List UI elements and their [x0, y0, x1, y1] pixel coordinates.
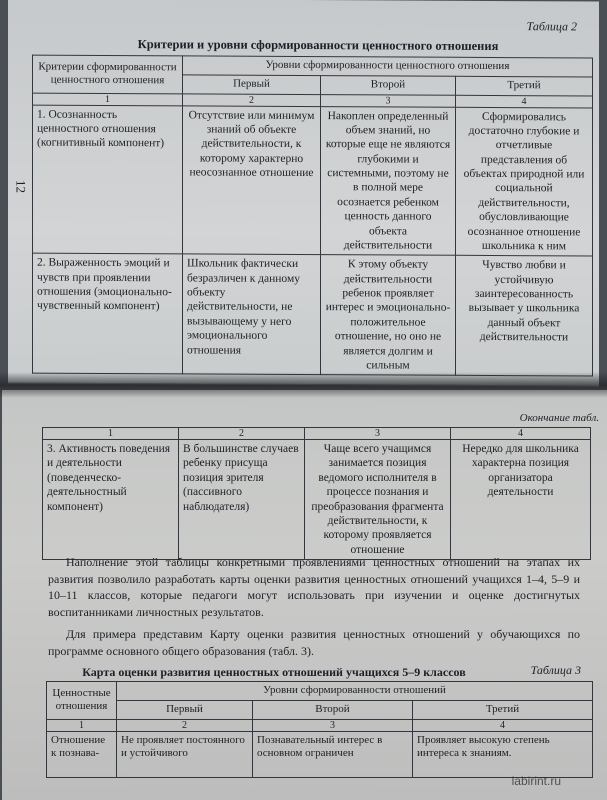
table2-level-third: Третий — [456, 76, 593, 95]
continuation-row3-second: Чаще всего учащимся занимается позиция ведомого исполнителя в процессе познания и преобразования фрагмента действительности, к которому проявляется отношение — [305, 440, 451, 560]
paragraph-2: Для примера представим Карту оценки развития ценностных отношений у обучающихся по программе основного общего образования (табл. 3). — [48, 627, 580, 658]
table2-continuation — [42, 427, 591, 560]
table2-row2-third: Чувство любви и устойчивую заинтересованность вызывает у школьника данный объект действительности — [456, 256, 593, 377]
table3-level-second: Второй — [253, 700, 413, 719]
table2-level-first: Первый — [183, 75, 321, 94]
table3-col-num: 1 — [47, 719, 117, 731]
page-number: 12 — [13, 179, 29, 194]
table-row — [47, 731, 593, 777]
table3-row1-third: Проявляет высокую степень интереса к знаниям. — [413, 731, 593, 777]
table3-header-levels: Уровни сформированности отношений — [117, 682, 593, 701]
table2-row1-first: Отсутствие или минимум знаний об объекте действительности, к которому характерно неосознанное отношение — [183, 105, 321, 254]
watermark-labirint: labirint.ru — [511, 774, 561, 788]
continuation-row3-third: Нередко для школьника характерна позиция организатора деятельности — [451, 440, 591, 560]
table3-col-num: 2 — [117, 719, 253, 731]
table3-row1-criterion: Отношение к познава- — [47, 731, 117, 777]
table2-col-num: 3 — [321, 94, 456, 107]
table2-row2-criterion: 2. Выраженность эмоций и чувств при проявлении отношения (эмоционально-чувственный компонент) — [33, 253, 183, 374]
table3-row1-second: Познавательный интерес в основном ограничен — [253, 731, 413, 777]
table3-level-first: Первый — [117, 700, 253, 719]
table2-col-num: 1 — [33, 93, 183, 106]
table3-col-num: 4 — [413, 719, 593, 731]
table2-header-criteria: Критерии сформированности ценностного отношения — [33, 55, 183, 93]
book-gutter-shadow — [0, 372, 607, 398]
continuation-row3-criterion: 3. Активность поведения и деятельности (поведенческо-деятельностный компонент) — [43, 440, 179, 560]
table2-col-num: 4 — [456, 95, 593, 108]
table3-col-num: 3 — [253, 719, 413, 731]
table-row — [33, 253, 593, 376]
table3 — [46, 681, 593, 778]
table2 — [32, 55, 593, 377]
book-page-top — [8, 0, 599, 387]
continuation-row3-first: В большинстве случаев ребенку присуща позиция зрителя (пассивного наблюдателя) — [179, 440, 305, 560]
table2-header-levels: Уровни сформированности ценностного отношения — [183, 56, 593, 77]
table3-level-third: Третий — [413, 700, 593, 719]
continuation-col-num: 4 — [451, 428, 591, 440]
table3-header-values: Ценностные отношения — [47, 682, 117, 720]
table-row — [33, 105, 593, 257]
table2-row2-first: Школьник фактически безразличен к данному объекту действительности, не вызывающему у него эмоционального отношения — [183, 254, 321, 375]
continuation-col-num: 2 — [179, 428, 305, 440]
table2-level-second: Второй — [321, 75, 456, 94]
table2-row1-third: Сформировались достаточно глубокие и отчетливые представления об объектах природной или социальной действительности, обусловливающие осознанное отношение школьника к ним — [456, 107, 593, 256]
table3-caption: Таблица 3 — [530, 663, 581, 677]
table3-row1-first: Не проявляет постоянного и устойчивого — [117, 731, 253, 777]
table2-row1-second: Накоплен определенный объем знаний, но которые еще не являются глубокими и системными, поэтому не в полной мере осознается ребенком ценность данного объекта действительности — [321, 106, 456, 255]
table3-title: Карта оценки развития ценностных отношений учащихся 5–9 классов — [82, 665, 466, 679]
table2-row1-criterion: 1. Осознанность ценностного отношения (когнитивный компонент) — [33, 105, 183, 255]
table2-row2-second: К этому объекту действительности ребенок проявляет интерес и эмоционально-положительное отношение, но оно не является долгим и сильным — [321, 255, 456, 376]
table2-col-num: 2 — [183, 93, 321, 106]
table2-caption: Таблица 2 — [526, 19, 577, 34]
continuation-caption: Окончание табл. — [519, 412, 599, 424]
book-page-bottom — [2, 390, 607, 800]
continuation-col-num: 3 — [305, 428, 451, 440]
continuation-col-num: 1 — [43, 428, 179, 440]
table-row — [43, 440, 591, 560]
paragraph-1: Наполнение этой таблицы конкретными проявлениями ценностных отношений на этапах их развития позволило разработать карты оценки развития ценностных отношений учащихся 1–4, 5–9 и 10–11 классов, которые педагоги могут использовать при изучении и оценке достигнутых воспитанниками личностных результатов. — [48, 555, 580, 619]
table2-title: Критерии и уровни сформированности ценностного отношения — [137, 37, 499, 54]
